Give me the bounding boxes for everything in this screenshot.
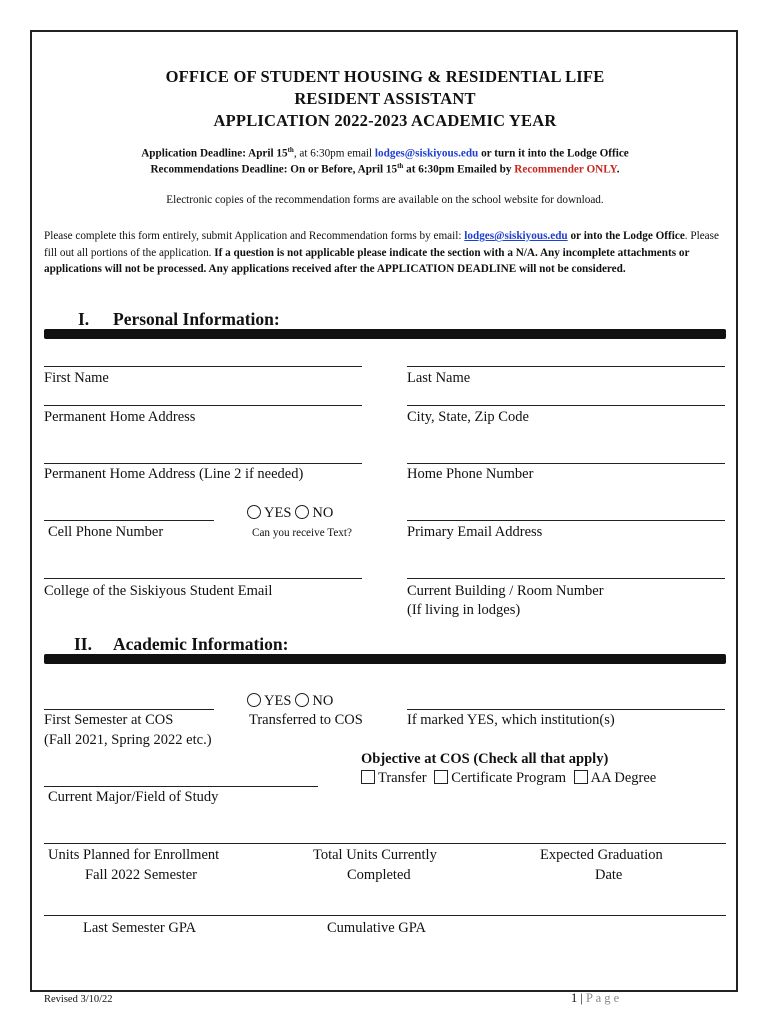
living-lodges-label: (If living in lodges) [407, 602, 521, 618]
text-yes-no-group: YES NO [247, 505, 337, 522]
cumulative-gpa-label: Cumulative GPA [327, 920, 426, 936]
last-name-field[interactable] [407, 366, 725, 367]
total-units-completed: Completed [347, 867, 411, 883]
first-semester-label: First Semester at COS [44, 712, 174, 728]
page-number: 1 | P a g e [571, 991, 620, 1005]
transfer-yes-no-group: YES NO [247, 693, 337, 710]
section-2-divider [44, 654, 726, 664]
primary-email-field[interactable] [407, 520, 725, 521]
transfer-no-radio[interactable] [295, 693, 309, 707]
text-question-label: Can you receive Text? [252, 527, 352, 539]
header-office: OFFICE OF STUDENT HOUSING & RESIDENTIAL LIFE [165, 67, 605, 86]
units-planned-semester: Fall 2022 Semester [85, 867, 197, 883]
home-phone-field[interactable] [407, 463, 725, 464]
instructions-email-link[interactable]: lodges@siskiyous.edu [464, 230, 568, 242]
home-address-field[interactable] [44, 405, 362, 406]
section-1-divider [44, 329, 726, 339]
recommendation-deadline: Recommendations Deadline: On or Before, April 15th at 6:30pm Emailed by Recommender ONLY. [150, 162, 620, 176]
section-2-title: Academic Information: [113, 634, 289, 654]
home-address2-label: Permanent Home Address (Line 2 if needed) [44, 466, 304, 482]
transfer-yes-radio[interactable] [247, 693, 261, 707]
first-semester-field[interactable] [44, 709, 214, 710]
cell-phone-label: Cell Phone Number [48, 524, 164, 540]
objective-label: Objective at COS (Check all that apply) [361, 751, 609, 767]
electronic-note: Electronic copies of the recommendation forms are available on the school website for download. [166, 194, 604, 206]
institution-field[interactable] [407, 709, 725, 710]
gpa-row-field[interactable] [44, 915, 726, 916]
transfer-checkbox[interactable] [361, 770, 375, 784]
first-semester-example: (Fall 2021, Spring 2022 etc.) [44, 732, 212, 748]
cos-email-label: College of the Siskiyous Student Email [44, 583, 273, 599]
section-2-number: II. [74, 634, 92, 654]
deadline-email-link[interactable]: lodges@siskiyous.edu [374, 147, 479, 160]
text-no-radio[interactable] [295, 505, 309, 519]
section-1-title: Personal Information: [113, 309, 280, 329]
first-name-label: First Name [44, 370, 109, 386]
header-application: APPLICATION 2022-2023 ACADEMIC YEAR [213, 111, 557, 130]
city-state-zip-field[interactable] [407, 405, 725, 406]
building-room-field[interactable] [407, 578, 725, 579]
transferred-label: Transferred to COS [249, 712, 363, 728]
units-planned-label: Units Planned for Enrollment [48, 847, 220, 863]
home-address-label: Permanent Home Address [44, 409, 196, 425]
major-field[interactable] [44, 786, 318, 787]
city-state-zip-label: City, State, Zip Code [407, 409, 529, 425]
total-units-label: Total Units Currently [313, 847, 437, 863]
primary-email-label: Primary Email Address [407, 524, 543, 540]
instructions: Please complete this form entirely, submit Application and Recommendation forms by email: lodges@siskiyous.edu or into the Lodge Office. Please fill out all portions of the application. If a question is not applicable please indicate the section with a N/A. Any incomplete attachments or applications will not be processed. Any applications received after the APPLICATION DEADLINE will not be considered. [44, 230, 719, 275]
text-yes-radio[interactable] [247, 505, 261, 519]
objective-options: Transfer Certificate Program AA Degree [361, 770, 660, 787]
home-phone-label: Home Phone Number [407, 466, 534, 482]
last-name-label: Last Name [407, 370, 471, 386]
first-name-field[interactable] [44, 366, 362, 367]
cell-phone-field[interactable] [44, 520, 214, 521]
graduation-date: Date [595, 867, 623, 883]
institution-label: If marked YES, which institution(s) [407, 712, 615, 728]
application-deadline: Application Deadline: April 15th, at 6:30pm email lodges@siskiyous.edu or turn it into the Lodge Office [141, 146, 629, 160]
last-gpa-label: Last Semester GPA [83, 920, 197, 936]
building-room-label: Current Building / Room Number [407, 583, 604, 599]
aa-degree-checkbox[interactable] [574, 770, 588, 784]
home-address2-field[interactable] [44, 463, 362, 464]
major-label: Current Major/Field of Study [48, 789, 219, 805]
revised-date: Revised 3/10/22 [44, 994, 113, 1005]
units-row-field[interactable] [44, 843, 726, 844]
certificate-checkbox[interactable] [434, 770, 448, 784]
cos-email-field[interactable] [44, 578, 362, 579]
header-position: RESIDENT ASSISTANT [294, 89, 476, 108]
section-1-number: I. [78, 309, 90, 329]
graduation-label: Expected Graduation [540, 847, 663, 863]
